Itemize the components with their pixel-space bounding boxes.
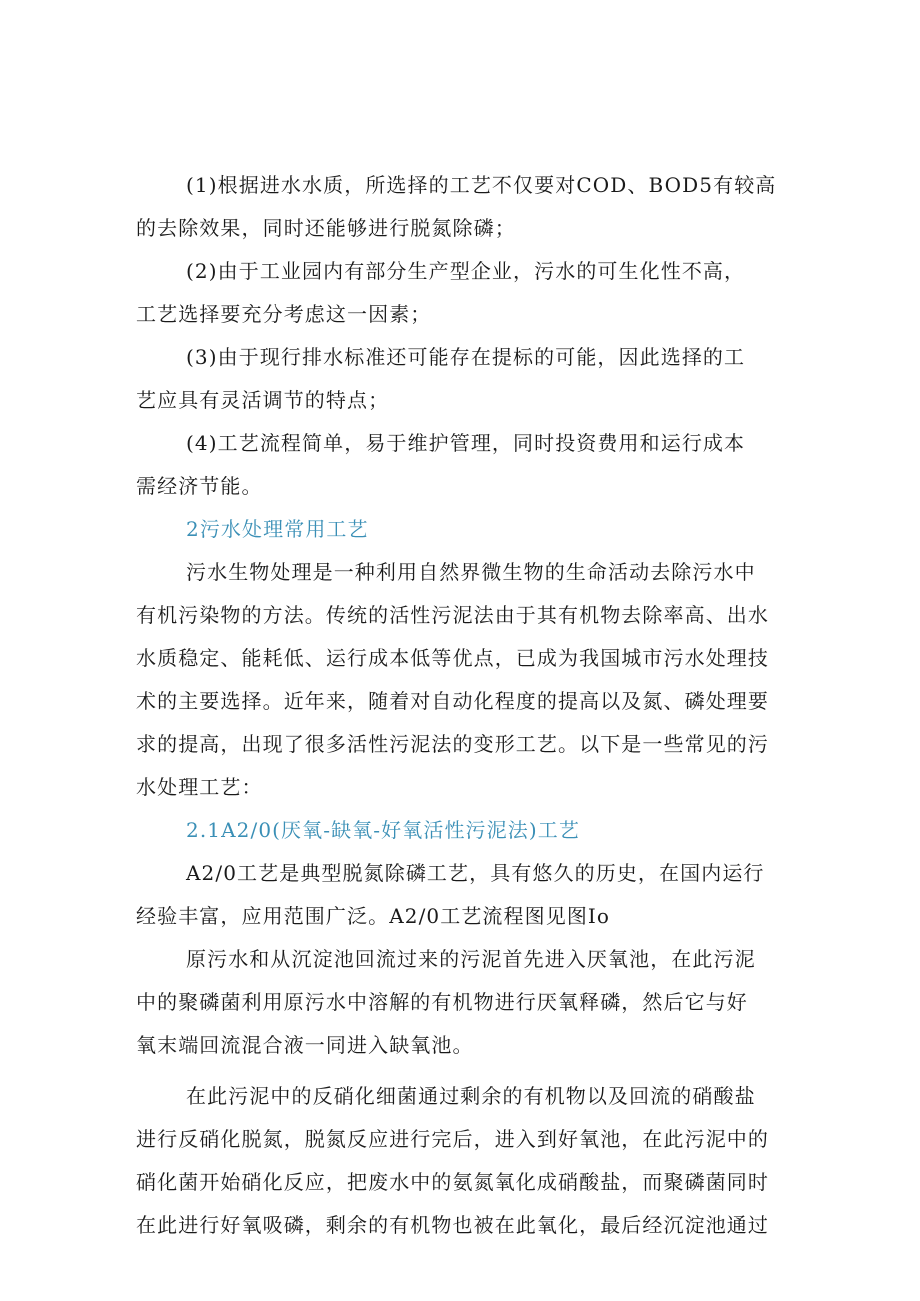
text-line: 中的聚磷菌利用原污水中溶解的有机物进行厌氧释磷，然后它与好	[136, 990, 748, 1014]
text-line: 艺应具有灵活调节的特点；	[136, 388, 390, 412]
text-line: 水质稳定、能耗低、运行成本低等优点，已成为我国城市污水处理技	[136, 646, 769, 670]
text-line: 进行反硝化脱氮，脱氮反应进行完后，进入到好氧池，在此污泥中的	[136, 1127, 769, 1151]
body-paragraph	[136, 1075, 786, 1247]
text-line: 污水生物处理是一种利用自然界微生物的生命活动去除污水中	[186, 560, 756, 584]
text-line: 氧末端回流混合液一同进入缺氧池。	[136, 1033, 474, 1057]
text-line: 在此污泥中的反硝化细菌通过剩余的有机物以及回流的硝酸盐	[186, 1084, 756, 1108]
text-line: 有机污染物的方法。传统的活性污泥法由于其有机物去除率高、出水	[136, 603, 769, 627]
list-item-3	[136, 336, 786, 422]
text-line: 术的主要选择。近年来，随着对自动化程度的提高以及氮、磷处理要	[136, 689, 769, 713]
text-line: (1)根据进水水质，所选择的工艺不仅要对COD、BOD5有较高	[186, 173, 777, 197]
section-heading	[136, 508, 786, 551]
list-item-2	[136, 250, 786, 336]
body-paragraph	[136, 551, 786, 809]
text-line: 工艺选择要充分考虑这一因素；	[136, 302, 432, 326]
text-line: (4)工艺流程简单，易于维护管理，同时投资费用和运行成本	[186, 431, 746, 455]
text-line: (2)由于工业园内有部分生产型企业，污水的可生化性不高，	[186, 259, 746, 283]
list-item-4	[136, 422, 786, 508]
text-line: 需经济节能。	[136, 474, 263, 498]
text-line: 硝化菌开始硝化反应，把废水中的氨氮氧化成硝酸盐，而聚磷菌同时	[136, 1170, 769, 1194]
heading-text: 2污水处理常用工艺	[186, 517, 369, 541]
paragraph-spacer	[136, 1067, 786, 1075]
text-line: 的去除效果，同时还能够进行脱氮除磷；	[136, 216, 516, 240]
text-line: 求的提高，出现了很多活性污泥法的变形工艺。以下是一些常见的污	[136, 732, 769, 756]
text-line: (3)由于现行排水标准还可能存在提标的可能，因此选择的工	[186, 345, 746, 369]
list-item-1	[136, 164, 786, 250]
text-line: A2/0工艺是典型脱氮除磷工艺，具有悠久的历史，在国内运行	[186, 861, 765, 885]
body-paragraph	[136, 938, 786, 1067]
text-line: 水处理工艺：	[136, 775, 263, 799]
text-line: 原污水和从沉淀池回流过来的污泥首先进入厌氧池，在此污泥	[186, 947, 756, 971]
text-line: 在此进行好氧吸磷，剩余的有机物也被在此氧化，最后经沉淀池通过	[136, 1213, 769, 1237]
subsection-heading	[136, 809, 786, 852]
text-line: 经验丰富，应用范围广泛。A2/0工艺流程图见图Io	[136, 904, 611, 928]
body-paragraph	[136, 852, 786, 938]
heading-text: 2.1A2/0(厌氧-缺氧-好氧活性污泥法)工艺	[186, 818, 580, 842]
document-body	[136, 164, 786, 1247]
